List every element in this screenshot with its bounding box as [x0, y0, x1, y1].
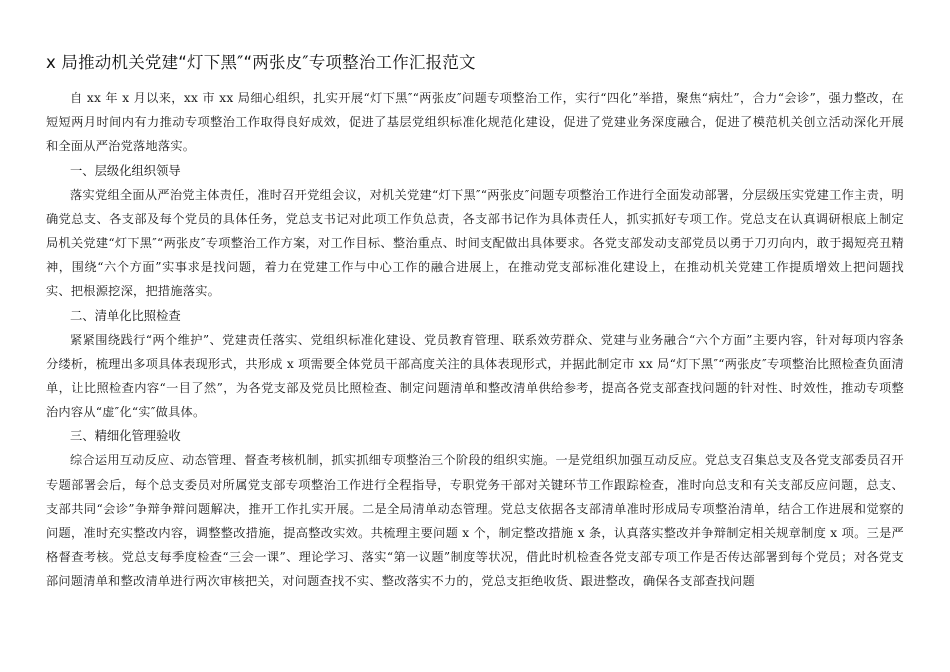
- section-body-2: 紧紧围绕践行“两个维护”、党建责任落实、党组织标准化建设、党员教育管理、联系效劳群众、党建与业务融合“六个方面”主要内容，针对每项内容条分缕析，梳理出多项具体表现形式，共形成 x 项需要全体党员干部高度关注的具体表现形式，并据此制定市 xx 局“灯下黑″“两张皮″专项整治比照检查负面清单，让比照检查内容“一目了然”，为各党支部及党员比照检查、制定问题清单和整改清单供给参考，提高各党支部查找问题的针对性、时效性，推动专项整治内容从“虚″化“实″做具体。: [46, 332, 904, 420]
- document-title: x 局推动机关党建“灯下黑″“两张皮″专项整治工作汇报范文: [46, 53, 476, 72]
- document-page: [46, 52, 904, 594]
- section-body-1: 落实党组全面从严治党主体责任，准时召开党组会议，对机关党建“灯下黑″“两张皮″问题专项整治工作进行全面发动部署，分层级压实党建工作主责，明确党总支、各支部及每个党员的具体任务，党总支书记对此项工作负总责，各支部书记作为具体责任人，抓实抓好专项工作。党总支在认真调研根底上制定局机关党建“灯下黑″“两张皮″专项整治工作方案，对工作目标、整治重点、时间支配做出具体要求。各党支部发动支部党员以勇于刀刃向内，敢于揭短亮丑精神，围绕“六个方面”实事求是找问题，着力在党建工作与中心工作的融合进展上，在推动党支部标准化建设上，在推动机关党建工作提质增效上把问题找实、把根源挖深，把措施落实。: [46, 187, 904, 299]
- intro-paragraph: 自 xx 年 x 月以来，xx 市 xx 局细心组织，扎实开展“灯下黑″“两张皮″问题专项整治工作，实行“四化”举措，聚焦“病灶”，合力“会诊”，强力整改，在短短两月时间内有力推动专项整治工作取得良好成效，促进了基层党组织标准化规范化建设，促进了党建业务深度融合，促进了模范机关创立活动深化开展和全面从严治党落地落实。: [46, 91, 904, 154]
- section-heading-2: 二、清单化比照检查: [70, 308, 181, 323]
- section-body-3: 综合运用互动反应、动态管理、督查考核机制，抓实抓细专项整治三个阶段的组织实施。一是党组织加强互动反应。党总支召集总支及各党支部委员召开专题部署会后，每个总支委员对所属党支部专项整治工作进行全程指导，专职党务干部对关键环节工作跟踪检查，准时向总支和有关支部反应问题，总支、支部共同“会诊”争辩争辩问题解决，推开工作扎实开展。二是全局清单动态管理。党总支依据各支部清单准时形成局专项整治清单，结合工作进展和觉察的问题，准时充实整改内容，调整整改措施，提高整改实效。共梳理主要问题 x 个，制定整改措施 x 条，认真落实整改并争辩制定相关规章制度 x 项。三是严格督查考核。党总支每季度检查“三会一课”、理论学习、落实“第一议题”制度等状况，借此时机检查各党支部专项工作是否传达部署到每个党员；对各党支部问题清单和整改清单进行两次审核把关，对问题查找不实、整改落实不力的，党总支拒绝收货、跟进整改，确保各支部查找问题: [46, 453, 904, 589]
- section-heading-1: 一、层级化组织领导: [70, 163, 181, 178]
- section-heading-3: 三、精细化管理验收: [70, 429, 181, 444]
